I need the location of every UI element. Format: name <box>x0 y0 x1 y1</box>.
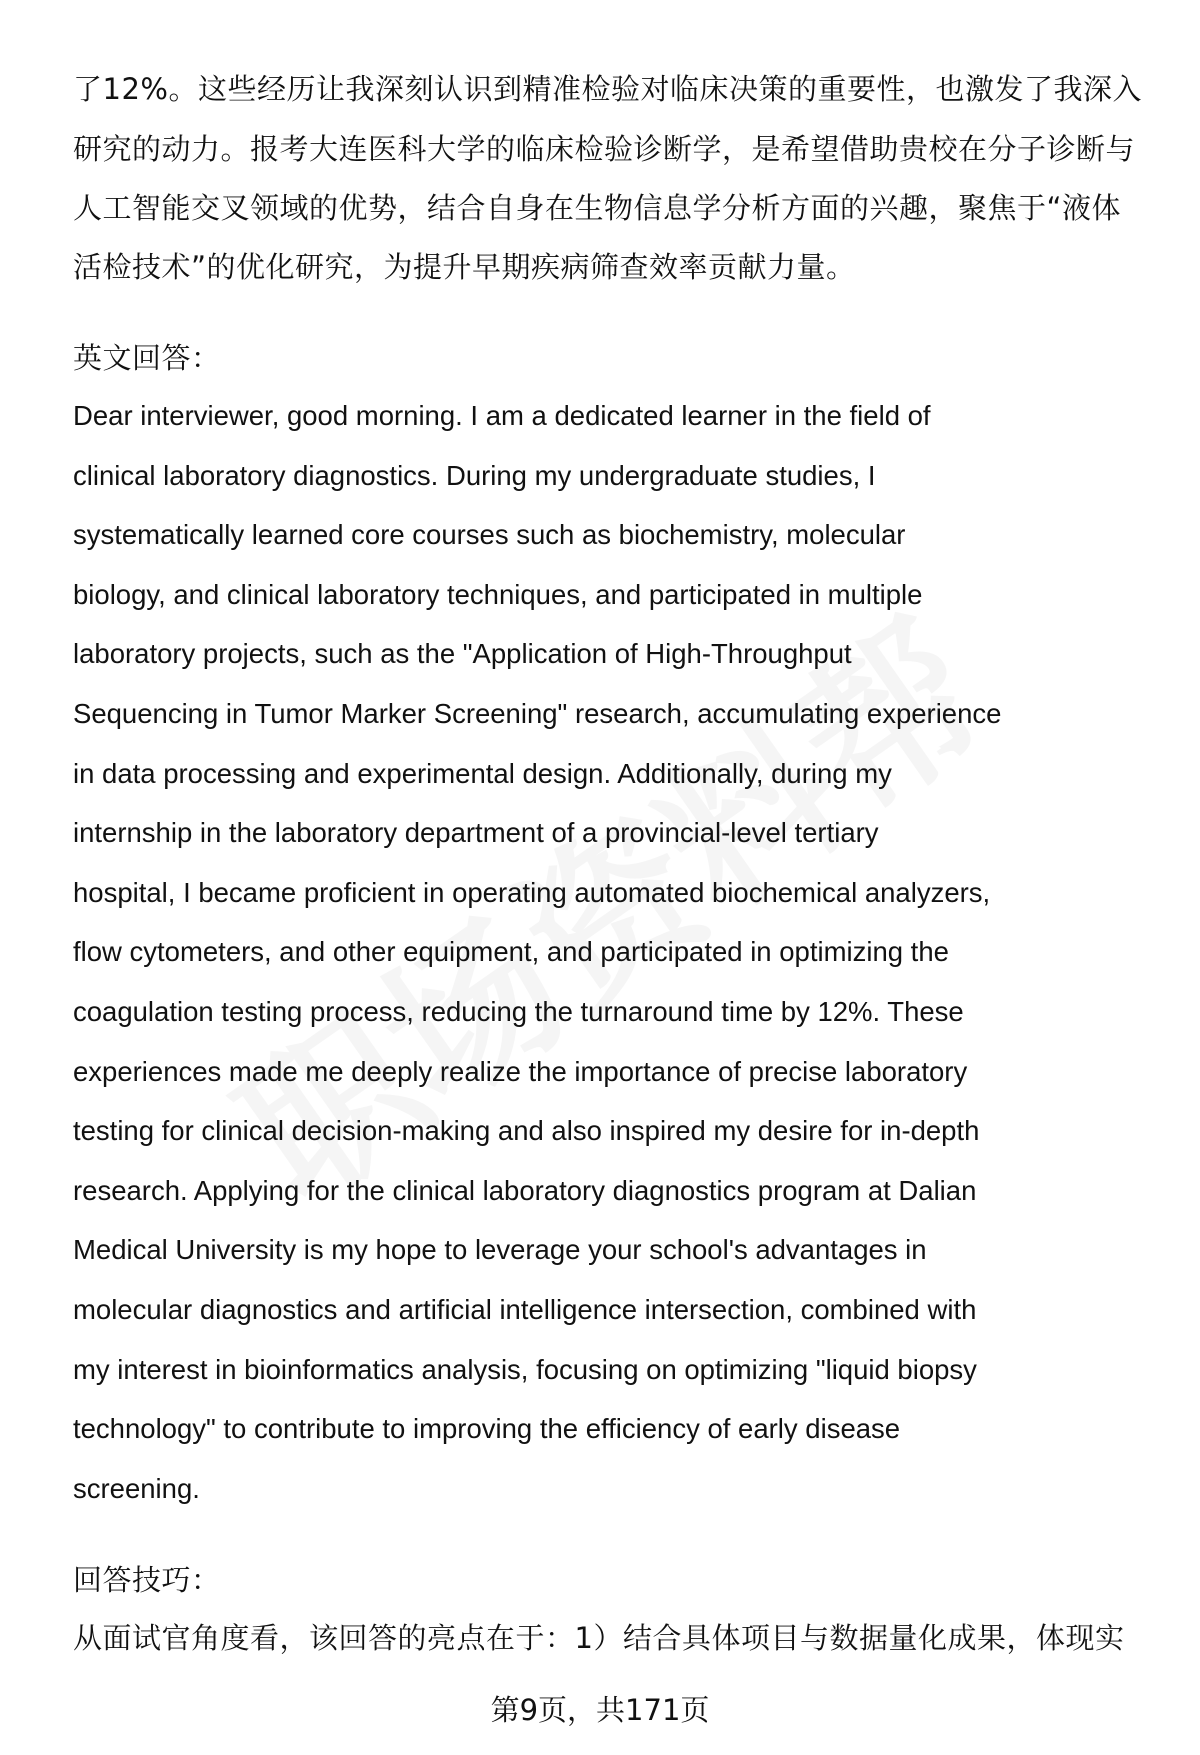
english-answer-heading: 英文回答： <box>73 341 221 375</box>
answer-tips-text: 从面试官角度看，该回答的亮点在于：1）结合具体项目与数据量化成果，体现实 <box>73 1621 1125 1655</box>
english-answer-line: experiences made me deeply realize the importance of precise laboratory <box>73 1055 968 1087</box>
english-answer-line: internship in the laboratory department of a provincial-level tertiary <box>73 817 879 849</box>
english-answer-line: laboratory projects, such as the "Application of High-Throughput <box>73 638 852 670</box>
english-answer-line: Dear interviewer, good morning. I am a dedicated learner in the field of <box>73 400 931 431</box>
english-answer-line: my interest in bioinformatics analysis, focusing on optimizing "liquid biopsy <box>73 1353 977 1385</box>
answer-tips-heading: 回答技巧： <box>73 1563 221 1597</box>
english-answer-line: systematically learned core courses such as biochemistry, molecular <box>73 519 906 551</box>
chinese-answer-line: 人工智能交叉领域的优势，结合自身在生物信息学分析方面的兴趣，聚焦于“液体 <box>73 191 1122 225</box>
english-answer-line: molecular diagnostics and artificial intelligence intersection, combined with <box>73 1294 977 1325</box>
english-answer-line: in data processing and experimental design. Additionally, during my <box>73 757 892 789</box>
english-answer-line: research. Applying for the clinical laboratory diagnostics program at Dalian <box>73 1174 977 1206</box>
chinese-answer-line: 活检技术”的优化研究，为提升早期疾病筛查效率贡献力量。 <box>73 250 856 284</box>
english-answer-line: Sequencing in Tumor Marker Screening" research, accumulating experience <box>73 698 1002 729</box>
english-answer-line: clinical laboratory diagnostics. During my undergraduate studies, I <box>73 459 876 491</box>
english-answer-line: Medical University is my hope to leverage your school's advantages in <box>73 1234 927 1266</box>
english-answer-line: coagulation testing process, reducing the turnaround time by 12%. These <box>73 996 964 1027</box>
english-answer-line: testing for clinical decision-making and also inspired my desire for in-depth <box>73 1115 980 1147</box>
page-number: 第9页，共171页 <box>490 1693 710 1727</box>
english-answer-line: flow cytometers, and other equipment, and participated in optimizing the <box>73 936 949 968</box>
english-answer-line: biology, and clinical laboratory techniques, and participated in multiple <box>73 578 923 610</box>
english-answer-line: hospital, I became proficient in operating automated biochemical analyzers, <box>73 876 991 908</box>
english-answer-line: screening. <box>73 1472 200 1504</box>
english-answer-line: technology" to contribute to improving the efficiency of early disease <box>73 1413 901 1445</box>
chinese-answer-line: 研究的动力。报考大连医科大学的临床检验诊断学，是希望借助贵校在分子诊断与 <box>73 132 1136 166</box>
chinese-answer-line: 了12%。这些经历让我深刻认识到精准检验对临床决策的重要性，也激发了我深入 <box>73 72 1142 106</box>
